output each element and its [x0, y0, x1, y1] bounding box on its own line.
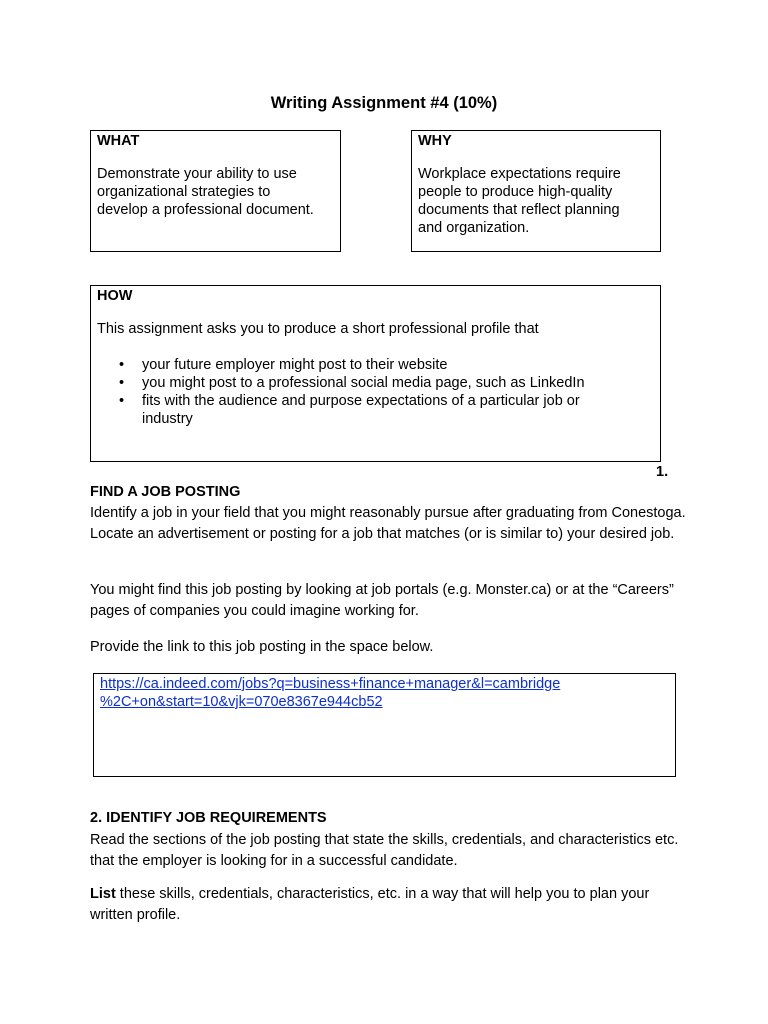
why-box	[411, 130, 661, 252]
what-box	[90, 130, 341, 252]
bullet-icon: •	[119, 357, 125, 373]
list-item	[97, 356, 617, 374]
section-number: 1.	[656, 464, 669, 480]
bullet-text: your future employer might post to their website	[142, 357, 448, 373]
bullet-text: fits with the audience and purpose expectations of a particular job or industry	[142, 393, 580, 427]
how-box	[90, 285, 661, 462]
section2-paragraph: Read the sections of the job posting that state the skills, credentials, and characteristics etc. that the employer is looking for in a successful candidate.	[90, 832, 679, 869]
how-intro: This assignment asks you to produce a short professional profile that	[97, 321, 539, 337]
job-link-box	[93, 673, 676, 777]
list-item	[97, 374, 617, 392]
what-line: organizational strategies to	[97, 184, 271, 200]
what-line: develop a professional document.	[97, 202, 314, 218]
why-line: and organization.	[418, 220, 530, 236]
section1-paragraph: Provide the link to this job posting in the space below.	[90, 639, 434, 655]
section1-paragraph: Identify a job in your field that you might reasonably pursue after graduating from Conestoga. Locate an advertisement or posting for a job that matches (or is similar to) your desired job.	[90, 505, 686, 542]
list-item	[97, 392, 617, 428]
how-bullet-list	[97, 356, 617, 428]
why-heading: WHY	[418, 133, 452, 149]
job-link-text	[100, 675, 560, 711]
what-heading: WHAT	[97, 133, 140, 149]
bullet-text: you might post to a professional social media page, such as LinkedIn	[142, 375, 585, 391]
page-title: Writing Assignment #4 (10%)	[270, 94, 498, 112]
bullet-icon: •	[119, 375, 125, 391]
section2-paragraph-rest: these skills, credentials, characteristics, etc. in a way that will help you to plan your written profile.	[90, 886, 650, 923]
list-keyword: List	[90, 886, 116, 902]
link-line: https://ca.indeed.com/jobs?q=business+finance+manager&l=cambridge	[100, 676, 561, 692]
what-text	[97, 165, 314, 219]
what-line: Demonstrate your ability to use	[97, 166, 297, 182]
how-heading: HOW	[97, 288, 133, 304]
section2-heading: 2. IDENTIFY JOB REQUIREMENTS	[90, 810, 327, 826]
bullet-icon: •	[119, 393, 125, 409]
section1-paragraph: You might find this job posting by looking at job portals (e.g. Monster.ca) or at the “Careers” pages of companies you could imagine working for.	[90, 582, 674, 619]
why-text	[418, 165, 621, 237]
section2-paragraph	[90, 884, 690, 925]
why-line: people to produce high-quality	[418, 184, 613, 200]
section1-heading: FIND A JOB POSTING	[90, 484, 241, 500]
job-posting-link[interactable]	[100, 676, 560, 710]
why-line: documents that reflect planning	[418, 202, 620, 218]
why-line: Workplace expectations require	[418, 166, 621, 182]
link-line: %2C+on&start=10&vjk=070e8367e944cb52	[100, 694, 383, 710]
